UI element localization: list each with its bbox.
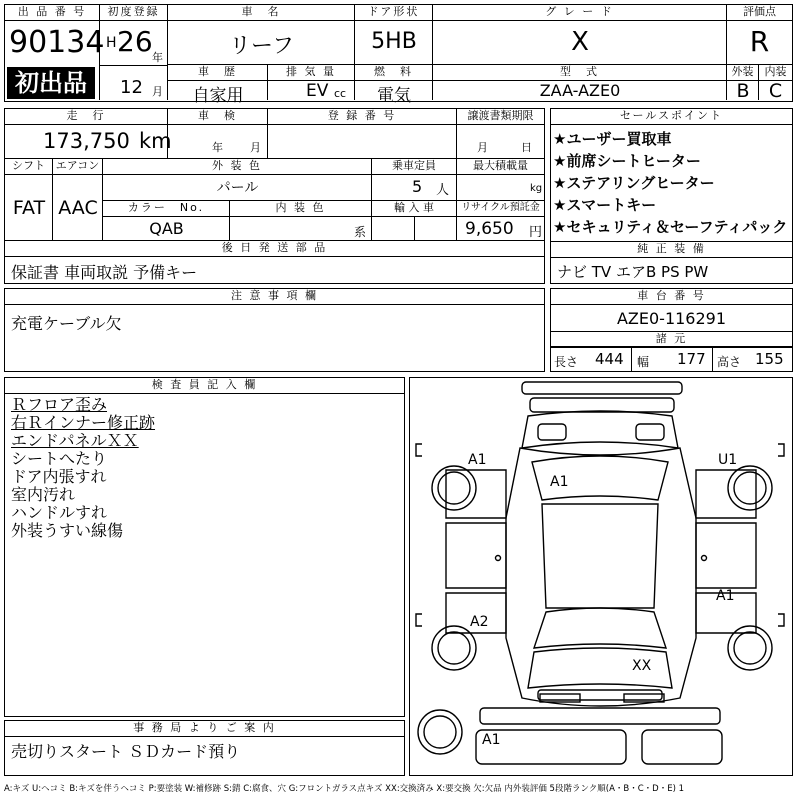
width-label: 幅 bbox=[637, 355, 650, 369]
inspector-note-item: 右Ｒインナー修正跡 bbox=[11, 413, 156, 432]
plate-cell bbox=[268, 109, 457, 159]
recycle-value: 9,650 bbox=[465, 219, 514, 239]
inspector-note-item: エンドパネルＸＸ bbox=[11, 431, 139, 450]
reg-year-unit: 年 bbox=[152, 51, 163, 64]
sales-points-section bbox=[550, 108, 793, 284]
sales-points-list bbox=[553, 128, 787, 238]
registration-cell bbox=[100, 5, 168, 100]
int-color-unit: 系 bbox=[354, 225, 367, 239]
int-color-cell bbox=[230, 201, 372, 241]
disp-unit: cc bbox=[334, 87, 347, 100]
color-cell bbox=[103, 159, 372, 201]
inspection-year-unit: 年 bbox=[212, 141, 223, 154]
capacity-value: 5 bbox=[412, 177, 423, 196]
height-label: 高さ bbox=[717, 355, 742, 369]
color-no-value: QAB bbox=[149, 219, 184, 238]
fuel-value: 電気 bbox=[377, 86, 411, 106]
model-cell bbox=[433, 65, 727, 100]
int-color-label: 内 装 色 bbox=[230, 201, 371, 217]
color-no-label: カラー No. bbox=[103, 201, 229, 217]
transfer-day: 日 bbox=[521, 141, 532, 154]
reg-month: 12 bbox=[120, 77, 143, 98]
reg-year: 26 bbox=[117, 25, 153, 58]
sales-point-item: ★スマートキー bbox=[553, 196, 657, 214]
first-listing-badge: 初出品 bbox=[7, 67, 95, 99]
recycle-label: リサイクル預託金 bbox=[457, 201, 544, 217]
transfer-label: 譲渡書類期限 bbox=[457, 109, 544, 125]
parts-cell bbox=[5, 241, 544, 283]
int-grade: C bbox=[768, 80, 783, 102]
damage-mark-trunk: XX bbox=[632, 658, 652, 674]
inspector-note-item: シートへたり bbox=[11, 449, 108, 468]
shift-label: シフト bbox=[5, 159, 52, 175]
dims-label: 諸 元 bbox=[551, 332, 792, 348]
parts-label: 後 日 発 送 部 品 bbox=[5, 241, 544, 257]
caution-label: 注 意 事 項 欄 bbox=[5, 289, 544, 305]
ac-cell bbox=[53, 159, 103, 241]
damage-mark-left-rear: A2 bbox=[470, 614, 489, 630]
history-value: 自家用 bbox=[192, 86, 244, 106]
ext-grade-cell bbox=[727, 65, 759, 100]
damage-mark-hood: A1 bbox=[550, 474, 569, 490]
door-cell bbox=[355, 5, 433, 65]
mileage-cell bbox=[5, 109, 172, 159]
inspector-notes-list bbox=[11, 396, 155, 540]
car-diagram bbox=[410, 378, 791, 774]
load-label: 最大積載量 bbox=[457, 159, 544, 175]
eval-score: R bbox=[749, 25, 770, 58]
history-cell bbox=[168, 65, 268, 106]
grade-value: X bbox=[571, 27, 589, 57]
import-label: 輸 入 車 bbox=[372, 201, 456, 217]
ext-label: 外装 bbox=[727, 65, 758, 81]
displacement-cell bbox=[268, 65, 355, 100]
eval-label: 評価点 bbox=[727, 5, 792, 21]
header-section bbox=[4, 4, 793, 106]
reg-label: 初度登録 bbox=[100, 5, 167, 21]
disp-label: 排 気 量 bbox=[268, 65, 354, 81]
lot-cell bbox=[5, 5, 105, 100]
grade-label: グ レ ー ド bbox=[433, 5, 726, 21]
import-cell bbox=[372, 201, 457, 241]
damage-mark-right-fender: U1 bbox=[718, 452, 738, 468]
equip-cell bbox=[551, 241, 792, 283]
mileage-value: 173,750 bbox=[43, 129, 130, 153]
plate-label: 登 録 番 号 bbox=[268, 109, 456, 125]
reg-era: H bbox=[106, 35, 117, 51]
office-text: 売切りスタート ＳＤカード預り bbox=[11, 742, 241, 761]
inspector-note-item: ハンドルすれ bbox=[11, 503, 108, 522]
mileage-label: 走 行 bbox=[5, 109, 167, 125]
length-value: 444 bbox=[595, 350, 624, 368]
sales-label: セールスポイント bbox=[551, 109, 792, 125]
shift-cell bbox=[5, 159, 53, 241]
parts-value: 保証書 車両取説 予備キー bbox=[11, 263, 198, 282]
car-diagram-section bbox=[409, 377, 793, 776]
color-label: 外 装 色 bbox=[103, 159, 371, 175]
sales-point-item: ★ユーザー買取車 bbox=[553, 130, 672, 148]
color-no-cell bbox=[103, 201, 230, 241]
ext-grade: B bbox=[736, 80, 750, 102]
int-label: 内装 bbox=[759, 65, 792, 81]
equip-label: 純 正 装 備 bbox=[551, 242, 792, 258]
chassis-label: 車 台 番 号 bbox=[551, 289, 792, 305]
transfer-cell bbox=[457, 109, 544, 159]
load-unit: kg bbox=[530, 183, 543, 194]
dims-header bbox=[551, 331, 792, 346]
inspector-note-item: ドア内張すれ bbox=[11, 467, 107, 486]
inspector-note-item: 室内汚れ bbox=[11, 485, 76, 504]
model-label: 型 式 bbox=[433, 65, 726, 81]
inspector-label: 検 査 員 記 入 欄 bbox=[5, 378, 404, 394]
history-label: 車 歴 bbox=[168, 65, 267, 81]
damage-mark-right-rear-door: A1 bbox=[716, 588, 735, 604]
fuel-cell bbox=[355, 65, 433, 106]
legend-text: A:キズ U:ヘコミ B:キズを伴うヘコミ P:要塗装 W:補修跡 S:錆 C:腐食、穴 G:フロントガラス点キズ XX:交換済み X:要交換 欠:欠品 内外装評価 5段階ランク順(A・B・C・D・E) 1 bbox=[4, 784, 685, 794]
sales-point-item: ★前席シートヒーター bbox=[553, 152, 701, 170]
lot-number: 90134 bbox=[9, 25, 105, 60]
width-value: 177 bbox=[677, 350, 706, 368]
inspector-section bbox=[4, 377, 405, 717]
recycle-cell bbox=[457, 201, 544, 241]
mileage-unit: km bbox=[139, 129, 172, 153]
chassis-number: AZE0-116291 bbox=[616, 309, 727, 328]
lot-label: 出 品 番 号 bbox=[5, 5, 99, 21]
caution-section bbox=[4, 288, 545, 372]
door-type: 5HB bbox=[371, 29, 417, 54]
office-section bbox=[4, 720, 405, 776]
vehicle-details-section bbox=[4, 108, 545, 284]
recycle-unit: 円 bbox=[529, 225, 543, 240]
int-grade-cell bbox=[759, 65, 792, 100]
inspection-cell bbox=[168, 109, 268, 159]
load-cell bbox=[457, 159, 544, 201]
equip-value: ナビ TV エアB PS PW bbox=[557, 263, 709, 281]
name-label: 車 名 bbox=[168, 5, 354, 21]
damage-mark-rear-bumper: A1 bbox=[482, 732, 501, 748]
shift-value: FAT bbox=[12, 197, 46, 219]
inspection-label: 車 検 bbox=[168, 109, 267, 125]
sales-point-item: ★セキュリティ＆セーフティパック bbox=[553, 218, 788, 236]
door-label: ドア形状 bbox=[355, 5, 432, 21]
color-value: パール bbox=[216, 180, 259, 196]
capacity-cell bbox=[372, 159, 457, 201]
dims-row bbox=[551, 346, 792, 371]
capacity-unit: 人 bbox=[436, 183, 450, 198]
inspector-note-item: Ｒフロア歪み bbox=[11, 395, 108, 414]
ac-value: AAC bbox=[58, 197, 98, 219]
capacity-label: 乗車定員 bbox=[372, 159, 456, 175]
disp-value: EV bbox=[306, 81, 329, 101]
inspection-month-unit: 月 bbox=[250, 141, 261, 154]
sales-point-item: ★ステアリングヒーター bbox=[553, 174, 715, 192]
chassis-section bbox=[550, 288, 793, 372]
name-cell bbox=[168, 5, 355, 65]
model-value: ZAA-AZE0 bbox=[539, 81, 621, 100]
damage-mark-left-fender: A1 bbox=[468, 452, 487, 468]
fuel-label: 燃 料 bbox=[355, 65, 432, 81]
office-label: 事 務 局 よ り ご 案 内 bbox=[5, 721, 404, 737]
reg-month-unit: 月 bbox=[152, 85, 163, 98]
caution-text: 充電ケーブル欠 bbox=[11, 314, 122, 333]
car-name: リーフ bbox=[229, 34, 294, 59]
grade-cell bbox=[433, 5, 727, 65]
ac-label: エアコン bbox=[53, 159, 102, 175]
eval-cell bbox=[727, 5, 792, 65]
inspector-note-item: 外装うすい線傷 bbox=[11, 521, 124, 540]
height-value: 155 bbox=[755, 350, 784, 368]
transfer-month: 月 bbox=[477, 141, 488, 154]
length-label: 長さ bbox=[554, 355, 579, 369]
